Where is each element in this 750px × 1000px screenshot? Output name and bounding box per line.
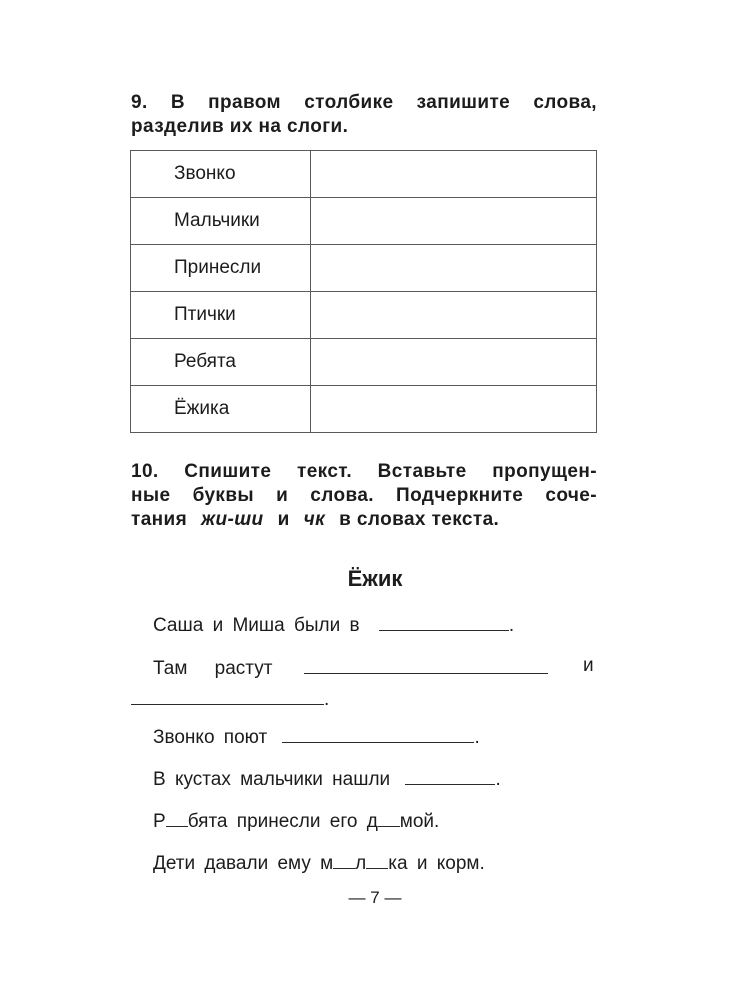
story-sentence-1: Саша и Миша были в . — [153, 612, 514, 637]
fill-blank[interactable] — [379, 612, 509, 631]
task-10-instruction — [131, 460, 597, 532]
fill-blank[interactable] — [304, 655, 548, 674]
task-10-line-3: тания жи-ши и чк в словах текста. — [131, 509, 500, 530]
fill-letter[interactable] — [378, 808, 400, 827]
table-row — [131, 339, 597, 386]
page-number: — 7 — — [348, 888, 402, 907]
combination-chk: чк — [303, 509, 326, 530]
fill-blank[interactable] — [282, 724, 474, 743]
table-word: Птички — [131, 292, 311, 339]
syllable-table — [130, 150, 597, 433]
table-word: Ёжика — [131, 386, 311, 433]
task-10-line-1: 10. Спишите текст. Вставьте пропущен- — [131, 461, 597, 482]
fill-letter[interactable] — [333, 850, 355, 869]
table-row — [131, 292, 597, 339]
task-10-line-2: ные буквы и слова. Подчеркните соче- — [131, 485, 597, 506]
syllable-answer-cell[interactable] — [311, 245, 597, 292]
syllable-answer-cell[interactable] — [311, 151, 597, 198]
table-word: Принесли — [131, 245, 311, 292]
syllable-answer-cell[interactable] — [311, 386, 597, 433]
story-sentence-2-cont: . — [131, 686, 329, 711]
syllable-answer-cell[interactable] — [311, 292, 597, 339]
fill-letter[interactable] — [166, 808, 188, 827]
table-row — [131, 386, 597, 433]
syllable-answer-cell[interactable] — [311, 339, 597, 386]
table-word: Ребята — [131, 339, 311, 386]
fill-blank[interactable] — [405, 766, 495, 785]
task-9-line-1: 9. В правом столбике запишите слова, — [131, 92, 597, 113]
story-sentence-2: Там растут и — [153, 655, 594, 679]
fill-blank[interactable] — [131, 686, 324, 705]
fill-letter[interactable] — [366, 850, 388, 869]
task-9-line-2: разделив их на слоги. — [131, 116, 349, 137]
table-word: Мальчики — [131, 198, 311, 245]
story-sentence-4: В кустах мальчики нашли . — [153, 766, 501, 791]
story-sentence-6: Дети давали ему м л ка и корм. — [153, 850, 485, 875]
story-sentence-3: Звонко поют . — [153, 724, 480, 749]
syllable-answer-cell[interactable] — [311, 198, 597, 245]
table-row — [131, 151, 597, 198]
story-title: Ёжик — [347, 566, 403, 591]
combination-zhi-shi: жи-ши — [201, 509, 264, 530]
table-word: Звонко — [131, 151, 311, 198]
task-9-instruction — [131, 91, 597, 139]
table-row — [131, 198, 597, 245]
table-row — [131, 245, 597, 292]
story-sentence-5: Р бята принесли его д мой. — [153, 808, 439, 833]
